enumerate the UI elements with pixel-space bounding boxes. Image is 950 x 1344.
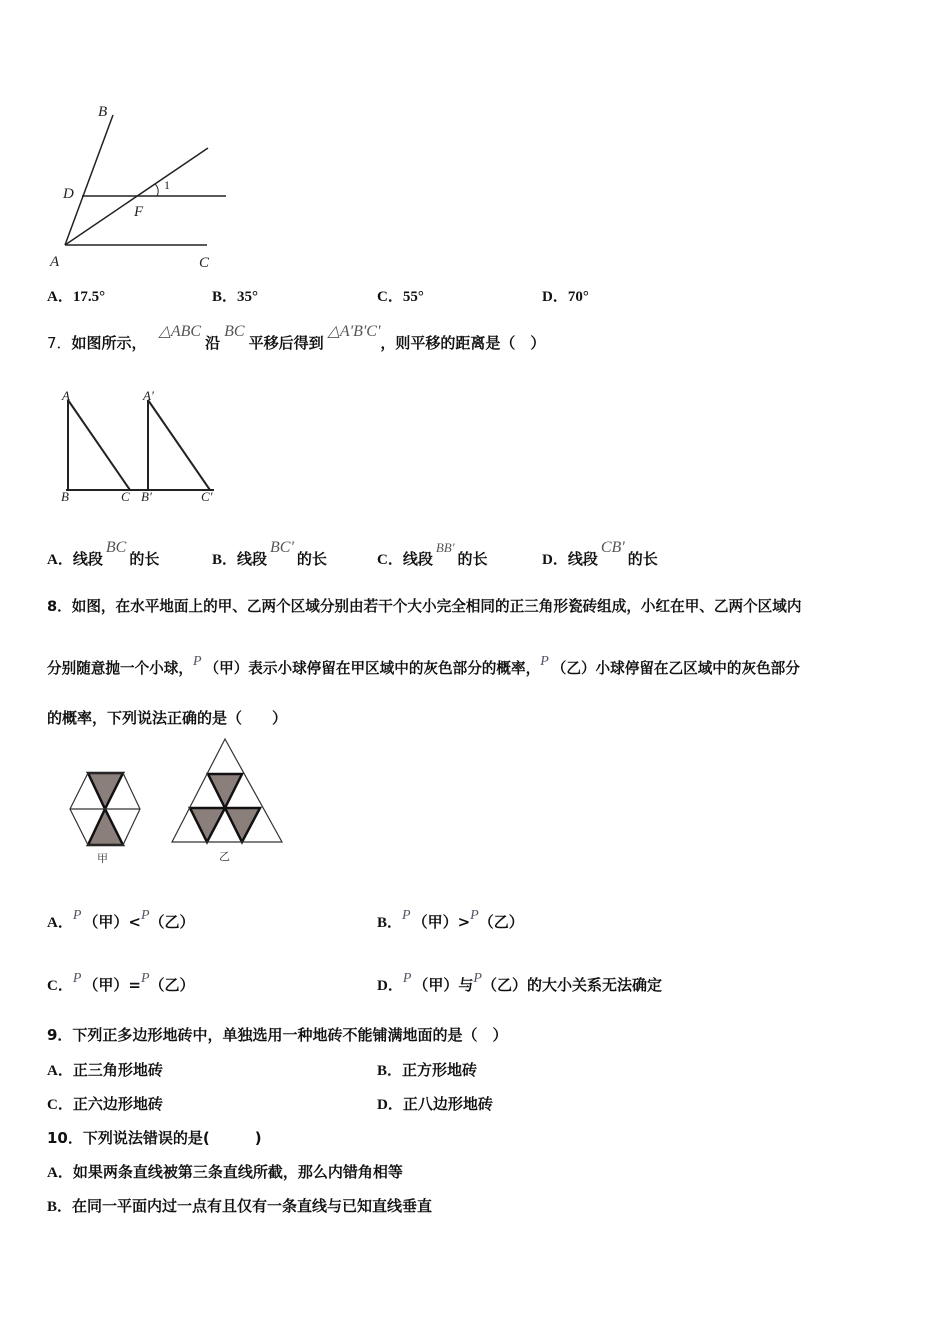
q10-stem: 10．下列说法错误的是( ) (47, 1129, 262, 1147)
q9-option-a[interactable] (47, 1060, 163, 1081)
q6-label-c: C (199, 255, 210, 271)
q8-stem-line1: 8．如图，在水平地面上的甲、乙两个区域分别由若干个大小完全相同的正三角形瓷砖组成，小红在甲、乙两个区域内 (47, 598, 802, 615)
q6-label-b: B (98, 104, 108, 120)
q9-stem: 9．下列正多边形地砖中，单独选用一种地砖不能铺满地面的是（ ） (47, 1026, 508, 1044)
option-letter: B． (47, 1199, 73, 1215)
math-p: P (402, 908, 411, 923)
q9-option-d[interactable] (377, 1094, 493, 1115)
q7-stem (47, 323, 546, 354)
math-p: P (192, 654, 202, 669)
option-text: （乙） (149, 976, 195, 994)
option-text: 17.5° (72, 289, 106, 305)
q7-label-c: C (121, 489, 130, 504)
q7-label-c1: C' (201, 489, 213, 504)
q8-label-yi: 乙 (219, 850, 230, 863)
math-p: P (402, 971, 412, 986)
option-letter: B． (377, 915, 403, 931)
option-text: 55° (402, 289, 424, 305)
q8-option-b[interactable] (377, 908, 524, 934)
q6-label-a: A (50, 254, 60, 270)
option-text: 正六边形地砖 (72, 1095, 163, 1113)
option-letter: C． (377, 289, 403, 305)
option-letter: A． (47, 552, 73, 568)
option-text: （乙） (149, 913, 195, 931)
option-letter: C． (47, 978, 73, 994)
q6-label-f: F (134, 204, 144, 220)
math-bc: BC (224, 323, 245, 340)
math-p: P (540, 654, 549, 669)
q7-label-a1: A' (143, 388, 154, 403)
q7-option-b[interactable] (212, 539, 327, 570)
option-letter: B． (212, 289, 238, 305)
q8-figure-jia (70, 773, 140, 845)
q10-option-a[interactable] (47, 1162, 403, 1183)
option-letter: A． (47, 1063, 73, 1079)
q6-figure (65, 115, 226, 245)
q6-option-c[interactable] (377, 286, 424, 307)
option-text: 线段 (72, 550, 103, 568)
option-text: 正三角形地砖 (72, 1061, 163, 1079)
q6-label-d: D (63, 186, 74, 202)
stem-text: 分别随意抛一个小球， (47, 660, 193, 677)
math-p: P (140, 908, 150, 923)
option-letter: C． (377, 552, 403, 568)
stem-text: 平移后得到 (248, 334, 324, 352)
option-text: 如果两条直线被第三条直线所截，那么内错角相等 (72, 1163, 403, 1181)
q6-option-d[interactable] (542, 286, 589, 307)
stem-text: （乙）小球停留在乙区域中的灰色部分 (551, 660, 800, 677)
q6-angle-label: 1 (164, 178, 170, 192)
math-p: P (140, 971, 150, 986)
option-text: （乙） (478, 913, 524, 931)
option-text: （甲）= (83, 976, 141, 994)
q6-option-a[interactable] (47, 286, 105, 307)
q8-option-a[interactable] (47, 908, 195, 934)
option-text: （甲）< (83, 913, 141, 931)
option-text: 线段 (567, 550, 598, 568)
math-p: P (72, 971, 82, 986)
q7-label-a: A (62, 388, 70, 403)
q8-option-d[interactable] (377, 971, 662, 997)
q6-option-b[interactable] (212, 286, 258, 307)
math-segment: CB' (600, 539, 625, 556)
option-letter: A． (47, 1165, 73, 1181)
q7-figure (66, 400, 214, 490)
math-triangle-a1b1c1: △A'B'C' (327, 323, 381, 340)
option-text: （甲）> (412, 913, 471, 931)
q7-label-b1: B' (141, 489, 152, 504)
q10-option-b[interactable] (47, 1196, 432, 1217)
option-letter: A． (47, 915, 73, 931)
option-text: 正方形地砖 (402, 1061, 478, 1079)
stem-text: 如图所示， (71, 334, 147, 352)
option-text: 的长 (457, 550, 488, 568)
stem-text: （甲）表示小球停留在甲区域中的灰色部分的概率， (204, 660, 541, 677)
q7-option-c[interactable] (377, 540, 488, 570)
option-text: （乙）的大小关系无法确定 (481, 976, 662, 994)
q8-option-c[interactable] (47, 971, 195, 997)
option-letter: D． (377, 978, 403, 994)
option-text: （甲）与 (413, 976, 474, 994)
q9-option-c[interactable] (47, 1094, 163, 1115)
option-text: 70° (567, 289, 589, 305)
math-p: P (473, 971, 482, 986)
option-letter: C． (47, 1097, 73, 1113)
option-letter: B． (377, 1063, 403, 1079)
q8-stem-line3: 的概率，下列说法正确的是（ ） (47, 709, 288, 727)
math-p: P (72, 908, 82, 923)
q9-option-b[interactable] (377, 1060, 477, 1081)
option-letter: D． (542, 289, 568, 305)
math-segment: BC' (270, 539, 294, 556)
option-text: 线段 (402, 550, 433, 568)
option-text: 的长 (296, 550, 327, 568)
q7-option-d[interactable] (542, 539, 658, 570)
option-text: 在同一平面内过一点有且仅有一条直线与已知直线垂直 (72, 1197, 433, 1215)
q7-label-b: B (61, 489, 69, 504)
option-text: 的长 (129, 550, 160, 568)
option-letter: D． (542, 552, 568, 568)
q7-option-a[interactable] (47, 539, 160, 570)
math-segment: BC (105, 539, 127, 556)
option-text: 的长 (627, 550, 658, 568)
q8-stem-line2 (47, 654, 800, 680)
option-text: 正八边形地砖 (402, 1095, 493, 1113)
option-text: 35° (237, 289, 259, 305)
q8-figure-yi (172, 739, 282, 842)
stem-text: 沿 (205, 334, 221, 352)
stem-text: ，则平移的距离是（ ） (380, 334, 546, 352)
question-number: 7． (47, 334, 72, 352)
math-p: P (470, 908, 479, 923)
option-letter: D． (377, 1097, 403, 1113)
option-letter: B． (212, 552, 238, 568)
option-letter: A． (47, 289, 73, 305)
q8-label-jia: 甲 (97, 852, 108, 865)
option-text: 线段 (237, 550, 268, 568)
math-segment: BB' (435, 540, 455, 555)
math-triangle-abc: △ABC (158, 323, 202, 340)
